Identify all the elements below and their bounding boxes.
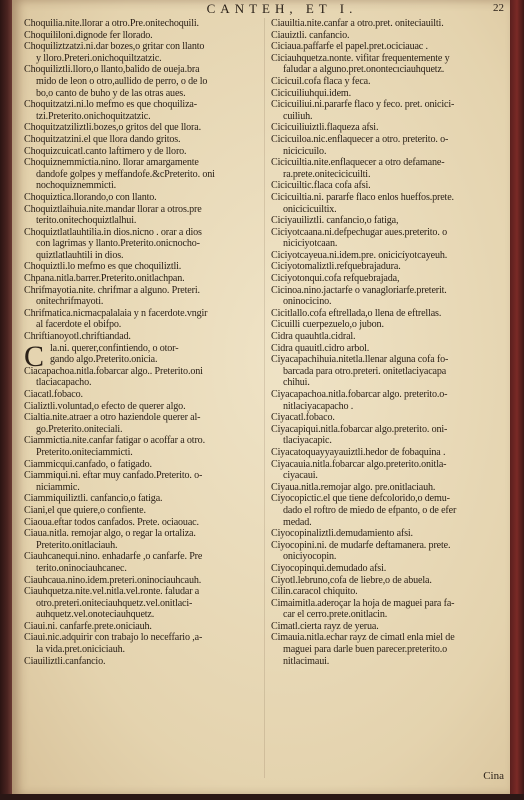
dictionary-line: otro.preteri.oniteciauhquetz.vel.onitlaci- [36,597,193,609]
dictionary-line: y lloro.Preteri.onichoquiltzatzic. [36,52,162,64]
running-head: CANTEH, ET I. [206,1,358,16]
dictionary-line: Ciauiztli. canfancio. [271,29,350,41]
dictionary-line: Ciauhcanequi.nino. enhadarfe ,o canfarfe. Pre [24,551,203,563]
dictionary-line: Cialtia.nite.atraer a otro haziendole querer al- [24,412,201,424]
dictionary-line: Ciyacauia.nitla.fobarcar algo.preterito.onitla- [271,458,447,470]
dictionary-line: Cicicuiliui.ni.pararfe flaco y feco. pret. onicici- [271,99,455,111]
page-bottom-edge [0,794,524,800]
dictionary-line: cuiliuh. [283,110,313,122]
dictionary-line: Ciyocopinaliztli.demudamiento afsi. [271,528,413,540]
dictionary-line: Choquiztica.llorando,o con llanto. [24,191,157,203]
dictionary-line: Ciyacapachoa.nitla.fobarcar algo. preterito.o- [271,389,448,400]
dictionary-line: Ciammiqui.ni. eftar muy canfado.Preterito. o- [24,470,203,482]
dictionary-line: tlaciacapacho. [36,377,92,389]
dictionary-line: Ciyocopini.ni. de mudarfe deftamanera. prete. [271,539,451,551]
book-page [12,0,510,796]
dictionary-line: Cicuilli cuerpezuelo,o jubon. [271,319,384,331]
dictionary-line: medad. [283,516,312,528]
dictionary-line: Ciammiquiliztli. canfancio,o fatiga. [24,493,163,505]
dictionary-line: Ciaua.nitla. remojar algo, o regar la ortaliza. [24,528,196,540]
dictionary-line: Ciauhquetza.nite.vel.nitla.vel.ronte. faludar a [24,586,200,598]
dictionary-line: Cidra quauhtla.cidral. [271,331,356,343]
dictionary-line: Cicicuiltia.ni. pararfe flaco enlos hueffos.prete. [271,191,454,203]
dictionary-line: nitlaciyacapacho . [283,400,354,412]
dictionary-line: Chpana.nitla.barrer.Preterito.onitlachpan. [24,273,185,285]
dictionary-line: tzi.Preterito.onichoquitzatzic. [36,110,151,122]
dictionary-line: faludar a alguno.pret.onontecıciauhquetz. [283,64,445,76]
dictionary-line: gando algo.Preterito.onicia. [50,354,158,366]
dictionary-line: Ciacatl.fobaco. [24,389,83,400]
dictionary-line: nitlacimaui. [283,655,330,667]
dictionary-line: Ciammicqui.canfado, o fatigado. [24,458,152,470]
dictionary-line: Ciyacatl.fobaco. [271,412,335,424]
dictionary-line: Choquiliztzatzi.ni.dar bozes,o gritar con llanto [24,41,205,53]
dictionary-line: Choquililoni.dignode fer llorado. [24,29,153,41]
dictionary-line: Cicicuiloa.nic.enflaquecer a otro. preterito. o- [271,133,449,145]
dictionary-line: onitechrifmayoti. [36,296,104,308]
dictionary-line: Preterito.oniteciammicti. [36,446,133,458]
dictionary-line: Ciauiltia.nite.canfar a otro.pret. oniteciauilti. [271,18,444,29]
dictionary-line: Ciciyotcayeua.ni.idem.pre. onicicíyotcayeuh. [271,249,448,261]
right-column [269,18,502,667]
dictionary-line: Ciauiliztli.canfancio. [24,655,106,667]
dictionary-line: Choquiztlatlauhtilia.in dios.nicno . orar a dios [24,226,202,238]
dictionary-line: car el cerro.prete.onitlacin. [283,609,388,621]
dictionary-line: Cializtli.voluntad,o efecto de querer algo. [24,400,186,412]
dictionary-line: Cicicuiliuiztli.flaqueza afsi. [271,122,379,134]
dictionary-line: Choquitzatziliztli.bozes,o gritos del que llora. [24,122,201,134]
dictionary-line: nochoquiznemmicti. [36,180,116,192]
dictionary-line: Choquiliztli.lloro,o llanto,balido de oueja.bra [24,64,200,76]
dictionary-line: onicicicuiltix. [283,203,337,215]
dictionary-line: al facerdote el obifpo. [36,319,122,331]
dictionary-line: Ciaoua.eftar todos canfados. Prete. ociaouac. [24,516,199,528]
dictionary-line: Cicitlallo.cofa eftrellada,o llena de eftrellas. [271,307,442,319]
dictionary-line: Ciaui.ni. canfarfe.prete.oniciauh. [24,620,152,632]
dictionary-line: con lagrimas y llanto.Preterito.onicnocho- [36,238,200,250]
dictionary-line: Preterito.onitlaciauh. [36,539,118,551]
dictionary-line: Ciyacapiqui.nitla.fobarcar algo.preterito. oni- [271,423,448,435]
dictionary-line: Choquilia.nite.llorar a otro.Pre.onitechoquili. [24,18,199,29]
dictionary-line: Cimaimitla.aderoçar la hoja de maguei para fa- [271,597,455,609]
dictionary-line: Chrifmatica.nicmacpalalaia y n facerdote.vngir [24,307,208,319]
dictionary-line: chihui. [283,377,310,389]
dictionary-line: barcada para otro.preteri. onitetlaciyacapa [283,365,447,377]
dictionary-line: quiztlatlauhtili in dios. [36,249,124,261]
dictionary-line: Cicicuiltia.nite.enflaquecer a otro defamane- [271,157,445,169]
dictionary-line: Cidra quauitl.cidro arbol. [271,342,370,354]
dictionary-line: Chrifmayotia.nite. chrifmar a alguno. Preteri. [24,284,200,296]
book-binding-edge [0,0,12,800]
dictionary-line: Cicicuiliuhqui.idem. [271,87,351,99]
dictionary-line: terito.oninociauhcanec. [36,562,127,574]
dictionary-line: Ciciyotonqui.cofa refquebrajada, [271,273,400,285]
dictionary-line: nicicicuilo. [283,145,327,157]
dictionary-line: Cimatl.cierta rayz de yerua. [271,620,379,632]
dictionary-line: Ciyocopictic.el que tiene defcolorido,o demu- [271,493,450,505]
dictionary-line: Ciacapachoa.nitla.fobarcar algo.. Preterito.oni [24,365,203,377]
dictionary-line: Choquitzatzini.el que llora dando gritos. [24,133,181,145]
dictionary-line: Cicicuiltic.flaca cofa afsi. [271,180,371,192]
drop-cap-letter: C [24,339,45,373]
dictionary-line: auhquetz.vel.onoteciauhquetz. [36,609,155,621]
dictionary-line: Ciyacatoquayyayauiztli.hedor de fobaquina . [271,446,446,458]
left-column [22,18,264,667]
dictionary-line: la.ni. querer,confintiendo, o otor- [50,342,179,354]
dictionary-line: Ciciauhquetza.nonte. vifitar frequentemente y [271,52,450,64]
dictionary-line: Ciani,el que quiere,o confiente. [24,504,146,516]
dictionary-line: ra.prete.onitecicicuilti. [283,168,371,180]
dictionary-line: Ciyaua.nitla.remojar algo. pre.onitlaciauh. [271,481,436,493]
dictionary-line: Choquizcuicatl.canto laftimero y de lloro. [24,145,187,157]
dictionary-line: Choquiznemmictia.nino. llorar amargamente [24,157,199,169]
dictionary-line: tlaciyacapic. [283,435,332,447]
dictionary-line: Ciauhcaua.nino.idem.preteri.oninociauhcauh. [24,574,202,586]
dictionary-line: Cimauia.nitla.echar rayz de cimatl enla miel de [271,632,455,644]
dictionary-line: Ciaui.nic.adquirir con trabajo lo neceffario ,a- [24,632,203,644]
dictionary-line: Ciyocopinqui.demudado afsi. [271,562,387,574]
dictionary-line: Ciyacapachihuia.nitetla.llenar alguna cofa fo- [271,354,449,366]
dictionary-line: Choquiztli.lo mefmo es que choquiliztli. [24,261,182,273]
dictionary-line: oniciyocopin. [283,551,337,563]
dictionary-line: dandofe golpes y meffandofe.&cPreterito. oni [36,168,215,180]
dictionary-line: Chriftianoyotl.chriftiandad. [24,331,131,343]
dictionary-line: Ciciaua.paffarfe el papel.pret.ociciauac . [271,41,428,53]
dictionary-line: dado el roftro de miedo de efpanto, o de efer [283,504,457,516]
column-divider [264,18,265,778]
dictionary-line: go.Preterito.oniteciali. [36,423,123,435]
dictionary-line: Choquiztlaihuia.nite.mandar llorar a otros.pre [24,203,202,215]
dictionary-line: ciyacaui. [283,470,318,482]
dictionary-line: Cicinoa.nino.jactarfe o vanagloriarfe.preterit. [271,284,447,296]
dictionary-line: Cicicuil.cofa flaca y feca. [271,75,371,87]
dictionary-line: terito.onitechoquiztlalhui. [36,215,137,227]
dictionary-line: bo,o canto de buho y de las otras aues. [36,87,186,99]
page-fore-edge [510,0,524,800]
dictionary-line: la vida.pret.oniciciauh. [36,644,125,656]
dictionary-line: Ciciyotcaana.ni.defpechugar aues.preterito. o [271,226,447,238]
page-number: 22 [493,2,504,14]
dictionary-line: Ciammictia.nite.canfar fatigar o acoffar a otro. [24,435,205,447]
dictionary-line: Ciyotl.lebruno,cofa de liebre,o de abuela. [271,574,432,586]
dictionary-line: niciciyotcaan. [283,238,338,250]
dictionary-line: niciammic. [36,481,80,493]
dictionary-line: maguei para darle buen parecer.preterito.o [283,644,448,656]
dictionary-line: Choquitzatzi.ni.lo mefmo es que choquiliza- [24,99,197,111]
dictionary-line: Ciciyauiliztli. canfancio,o fatiga, [271,215,399,227]
dictionary-line: Ciciyotomaliztli.refquebrajadura. [271,261,401,273]
dictionary-line: oninocicino. [283,296,332,308]
dictionary-line: mido de leon o otro,aullido de perro, o de lo [36,75,208,87]
dictionary-line: Cilin.caracol chiquito. [271,586,358,598]
catchword: Cina [483,770,504,782]
